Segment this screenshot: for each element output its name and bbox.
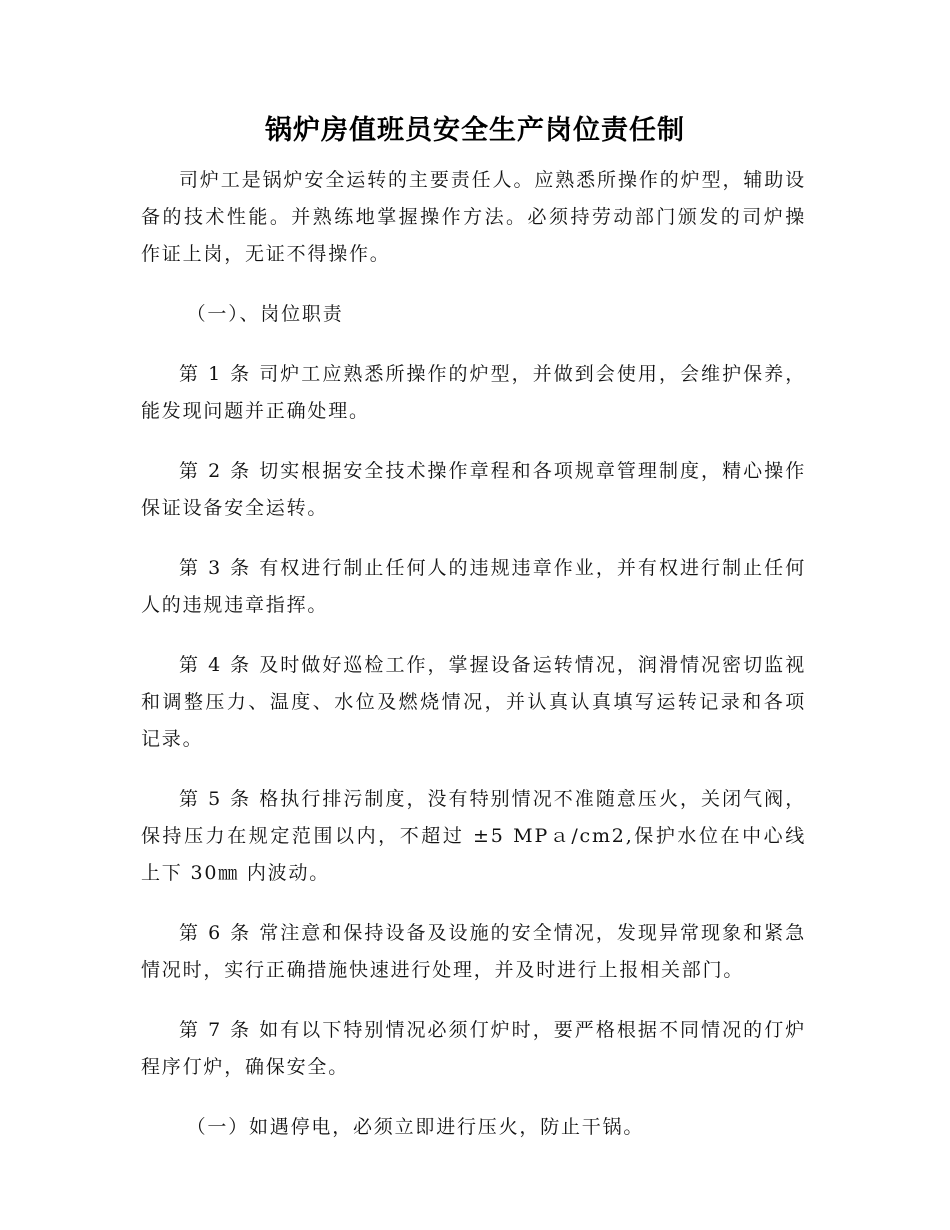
article-1-paragraph: 第 1 条 司炉工应熟悉所操作的炉型，并做到会使用，会维护保养，能发现问题并正确处理。 (141, 363, 806, 422)
sub-item-1-paragraph: （一）如遇停电，必须立即进行压火，防止干锅。 (186, 1116, 645, 1138)
article-4-paragraph: 第 4 条 及时做好巡检工作，掌握设备运转情况，润滑情况密切监视和调整压力、温度、水位及燃烧情况，并认真认真填写运转记录和各项记录。 (141, 654, 806, 750)
section-heading-duties: （一）、岗位职责 (186, 303, 344, 325)
article-6-paragraph: 第 6 条 常注意和保持设备及设施的安全情况，发现异常现象和紧急情况时，实行正确措施快速进行处理，并及时进行上报相关部门。 (141, 922, 806, 981)
intro-paragraph: 司炉工是锅炉安全运转的主要责任人。应熟悉所操作的炉型，辅助设备的技术性能。并熟练地掌握操作方法。必须持劳动部门颁发的司炉操作证上岗，无证不得操作。 (141, 169, 806, 265)
article-3-paragraph: 第 3 条 有权进行制止任何人的违规违章作业，并有权进行制止任何人的违规违章指挥。 (141, 557, 806, 616)
document-body (141, 162, 806, 1169)
document-title: 锅炉房值班员安全生产岗位责任制 (265, 115, 685, 146)
article-5-paragraph: 第 5 条 格执行排污制度，没有特别情况不准随意压火，关闭气阀，保持压力在规定范围以内，不超过 ±5 MPａ/cm2,保护水位在中心线上下 30㎜ 内波动。 (141, 788, 806, 884)
article-7-paragraph: 第 7 条 如有以下特别情况必须仃炉时，要严格根据不同情况的仃炉程序仃炉，确保安全。 (141, 1019, 806, 1078)
article-2-paragraph: 第 2 条 切实根据安全技术操作章程和各项规章管理制度，精心操作保证设备安全运转。 (141, 460, 806, 519)
